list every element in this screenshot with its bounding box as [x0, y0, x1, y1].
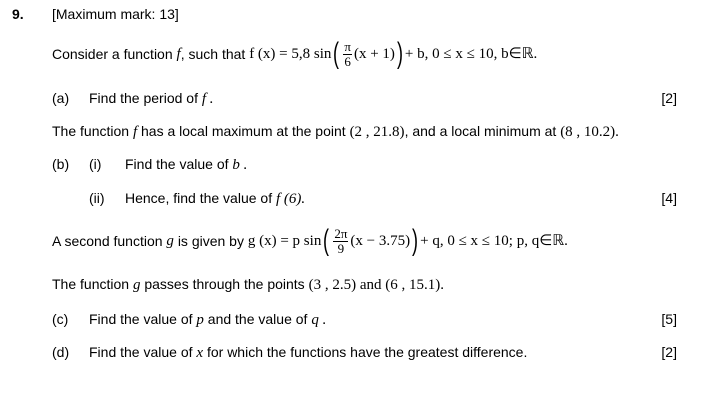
intro-f: Consider a function f , such that f (x) = 5,8 sin ( $\frac{\pi}{6}$ (x + 1) ) + b, 0 ≤ x ≤ 10, b∈ℝ. [52, 37, 538, 70]
part-b-i-label: (i) [89, 156, 102, 172]
fraction: $\frac{\pi}{6}$ [344, 38, 351, 69]
part-c-mark: [5] [661, 311, 677, 327]
part-b-label: (b) [52, 156, 70, 172]
part-d-mark: [2] [661, 344, 677, 360]
intro-g: A second function g is given by g (x) = p sin ( $\frac{2\pi}{9}$ (x − 3.75) ) + q, 0 ≤ x ≤ 10; p, q∈ℝ. [52, 224, 568, 257]
part-b-ii-text: Hence, find the value of f (6). [125, 190, 306, 207]
part-d-label: (d) [52, 344, 70, 360]
part-a-label: (a) [52, 90, 70, 106]
info-g: The function g passes through the points (3 , 2.5) and (6 , 15.1). [52, 276, 444, 293]
part-d-text: Find the value of x for which the functions have the greatest difference. [89, 344, 528, 361]
question-number: 9. [12, 6, 24, 22]
info-f: The function f has a local maximum at the point (2 , 21.8), and a local minimum at (8 , 10.2). [52, 123, 619, 140]
part-b-mark: [4] [661, 190, 677, 206]
part-a-text: Find the period of f . [89, 90, 214, 107]
part-c-label: (c) [52, 311, 69, 327]
max-mark: [Maximum mark: 13] [52, 6, 179, 22]
part-a-mark: [2] [661, 90, 677, 106]
part-b-ii-label: (ii) [89, 190, 105, 206]
fraction: $\frac{2\pi}{9}$ [334, 225, 348, 256]
part-c-text: Find the value of p and the value of q . [89, 311, 327, 328]
part-b-i-text: Find the value of b . [125, 156, 248, 173]
